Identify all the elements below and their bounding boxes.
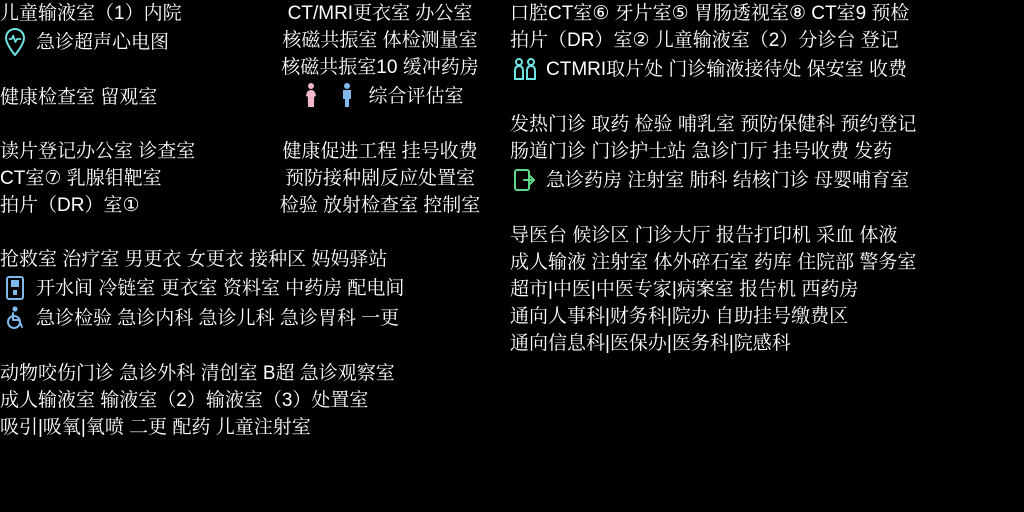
sign-line: 儿童输液室（1）内院 [0, 3, 182, 24]
sign-line: CT/MRI更衣室 办公室 [287, 3, 473, 24]
wheelchair-icon [0, 303, 30, 333]
sign-line: 健康检查室 留观室 [0, 87, 158, 108]
sign-line: 吸引|吸氧|氧喷 二更 配药 儿童注射室 [0, 417, 311, 438]
sign-line: 拍片（DR）室① [0, 195, 140, 216]
sign-line: 检验 放射检查室 控制室 [279, 195, 481, 216]
sign-line: 预防接种剧反应处置室 [284, 168, 475, 189]
sign-spacer [510, 195, 1024, 222]
sign-line: 拍片（DR）室② 儿童输液室（2）分诊台 登记 [510, 30, 899, 51]
sign-line: CT室⑦ 乳腺钼靶室 [0, 168, 162, 189]
sign-line: 导医台 候诊区 门诊大厅 报告打印机 采血 体液 [510, 225, 898, 246]
sign-line: 发热门诊 取药 检验 哺乳室 预防保健科 预约登记 [510, 114, 917, 135]
sign-line: 急诊药房 注射室 肺科 结核门诊 母婴哺育室 [510, 165, 1024, 195]
sign-line: 读片登记办公室 诊查室 [0, 141, 196, 162]
sign-spacer [510, 84, 1024, 111]
sign-line: 急诊检验 急诊内科 急诊儿科 急诊胃科 一更 [0, 303, 250, 333]
sign-line: 超市|中医|中医专家|病案室 报告机 西药房 [510, 279, 859, 300]
sign-line: 抢救室 治疗室 男更衣 女更衣 接种区 妈妈驿站 [0, 249, 388, 270]
sign-line: 急诊超声心电图 [0, 27, 250, 57]
sign-spacer [0, 333, 250, 360]
sign-line: 健康促进工程 挂号收费 [282, 141, 478, 162]
sign-line: 综合评估室 [250, 81, 510, 111]
sign-line: 肠道门诊 门诊护士站 急诊门厅 挂号收费 发药 [510, 141, 893, 162]
sign-spacer [0, 57, 250, 84]
sign-spacer [250, 111, 510, 138]
sign-line: 成人输液室 输液室（2）输液室（3）处置室 [0, 390, 369, 411]
sign-line: 通向人事科|财务科|院办 自助挂号缴费区 [510, 306, 849, 327]
restroom-men-icon [332, 81, 362, 111]
sign-line: 动物咬伤门诊 急诊外科 清创室 B超 急诊观察室 [0, 363, 395, 384]
sign-line: 核磁共振室10 缓冲药房 [281, 57, 479, 78]
column-right [510, 0, 1024, 357]
sign-line: 开水间 冷链室 更衣室 资料室 中药房 配电间 [0, 273, 250, 303]
sign-line: 成人输液 注射室 体外碎石室 药库 住院部 警务室 [510, 252, 917, 273]
sign-spacer [0, 219, 250, 246]
film-pickup-icon [510, 54, 540, 84]
restroom-women-icon [296, 81, 326, 111]
sign-line: 口腔CT室⑥ 牙片室⑤ 胃肠透视室⑧ CT室9 预检 [510, 3, 910, 24]
sign-spacer [0, 111, 250, 138]
water-dispenser-icon [0, 273, 30, 303]
sign-line: 通向信息科|医保办|医务科|院感科 [510, 333, 791, 354]
sign-line: 核磁共振室 体检测量室 [282, 30, 478, 51]
heartbeat-pin-icon [0, 27, 30, 57]
sign-line: CTMRI取片处 门诊输液接待处 保安室 收费 [510, 54, 1024, 84]
column-middle [250, 0, 510, 219]
exit-door-icon [510, 165, 540, 195]
